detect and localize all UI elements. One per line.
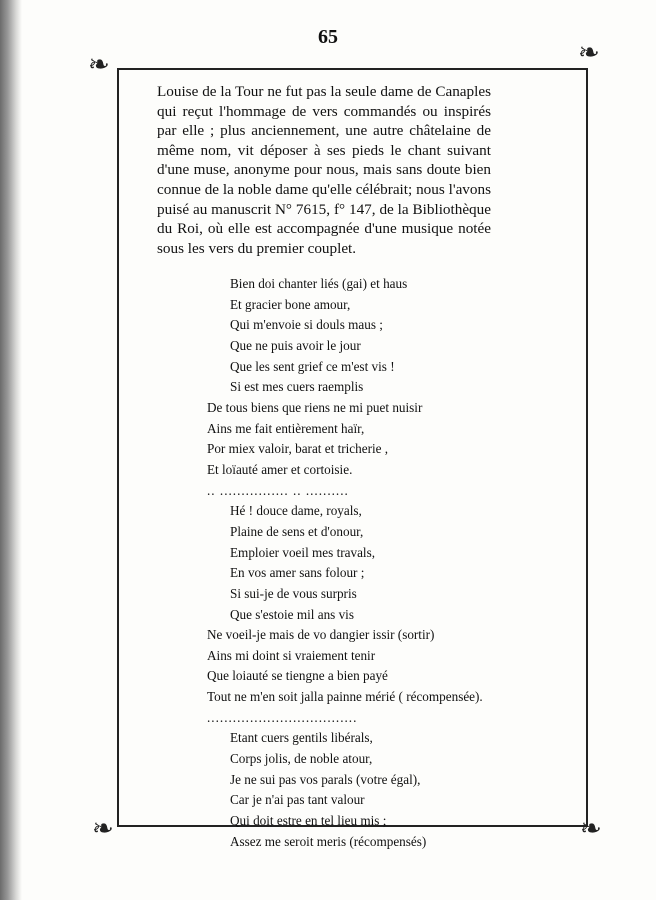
scan-edge-shadow: [0, 0, 22, 900]
verse-line: Qui doit estre en tel lieu mis ;: [230, 813, 387, 829]
corner-flourish-icon: ❧: [92, 814, 114, 843]
verse-line: Plaine de sens et d'onour,: [230, 523, 364, 539]
verse-line: Etant cuers gentils libérals,: [230, 730, 373, 746]
ellipsis-separator: .. ................ .. ..........: [207, 482, 349, 498]
verse-line: Car je n'ai pas tant valour: [230, 792, 365, 808]
verse-line: Ains mi doint si vraiement tenir: [207, 647, 376, 663]
corner-flourish-icon: ❧: [578, 38, 600, 67]
verse-line: Que ne puis avoir le jour: [230, 337, 361, 353]
verse-line: Emploier voeil mes travals,: [230, 544, 376, 560]
verse-line: Je ne sui pas vos parals (votre égal),: [230, 771, 421, 787]
verse-line: Bien doi chanter liés (gai) et haus: [230, 276, 408, 291]
page-number: 65: [318, 26, 338, 48]
verse-line: Si est mes cuers raemplis: [230, 379, 364, 395]
verse-line: Que loiauté se tiengne a bien payé: [207, 668, 388, 684]
corner-flourish-icon: ❧: [580, 814, 602, 843]
ellipsis-separator: ...................................: [207, 709, 358, 725]
verse-line: De tous biens que riens ne mi puet nuisir: [207, 399, 423, 415]
verse-line: Qui m'envoie si douls maus ;: [230, 317, 383, 333]
corner-flourish-icon: ❧: [88, 50, 110, 79]
verse-line: Et gracier bone amour,: [230, 296, 351, 312]
poem: [207, 274, 483, 852]
verse-line: Ains me fait entièrement haïr,: [207, 420, 365, 436]
verse-line: En vos amer sans folour ;: [230, 565, 365, 581]
intro-paragraph: Louise de la Tour ne fut pas la seule dame de Canaples qui reçut l'hommage de vers commandés ou inspirés par elle ; plus anciennement, une autre châtelaine de même nom, vit déposer à ses pieds le chant suivant d'une muse, anonyme pour nous, mais sans doute bien connue de la noble dame qu'elle célébrait; nous l'avons puisé au manuscrit N° 7615, f° 147, de la Bibliothèque du Roi, où elle est accompagnée d'une musique notée sous les vers du premier couplet.: [157, 83, 491, 257]
verse-line: Corps jolis, de noble atour,: [230, 751, 373, 767]
verse-line: Ne voeil-je mais de vo dangier issir (sortir): [207, 627, 435, 643]
verse-line: Si sui-je de vous surpris: [230, 585, 357, 601]
verse-line: Que s'estoie mil ans vis: [230, 606, 354, 622]
verse-line: Assez me seroit meris (récompensés): [230, 833, 427, 849]
verse-line: Et loïauté amer et cortoisie.: [207, 461, 353, 477]
verse-line: Por miex valoir, barat et tricherie ,: [207, 441, 389, 457]
verse-line: Que les sent grief ce m'est vis !: [230, 358, 395, 374]
verse-line: Tout ne m'en soit jalla painne mérié ( récompensée).: [207, 689, 483, 705]
verse-line: Hé ! douce dame, royals,: [230, 503, 362, 519]
